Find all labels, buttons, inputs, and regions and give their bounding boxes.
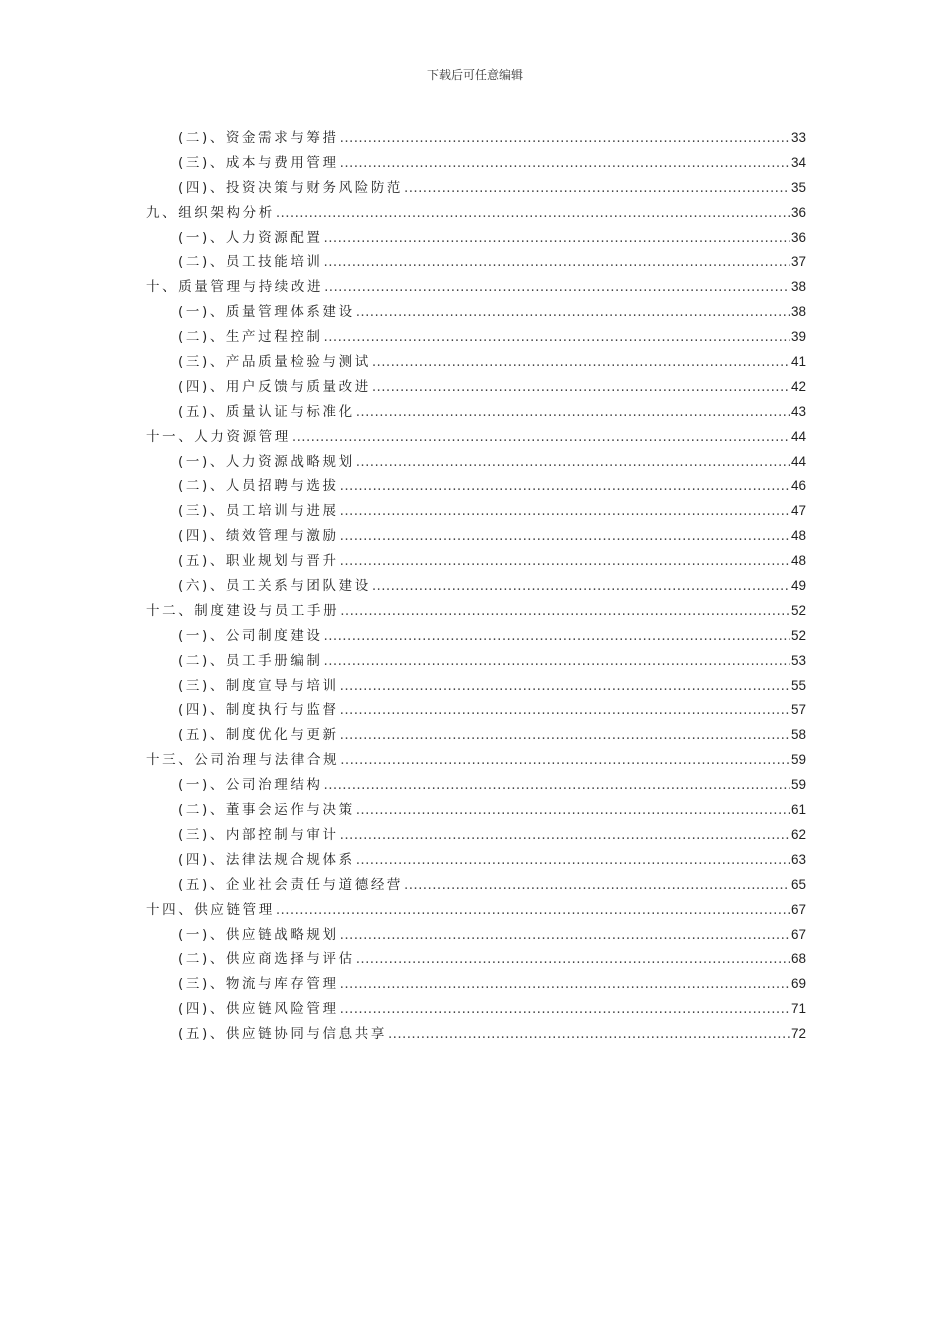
toc-entry-title: (五)、质量认证与标准化	[178, 403, 355, 420]
toc-entry-title: (二)、人员招聘与选拔	[178, 478, 339, 495]
toc-entry-page-number: 46	[790, 478, 806, 494]
toc-entry-page-number: 67	[790, 926, 806, 942]
toc-entry-title: (二)、董事会运作与决策	[178, 802, 355, 819]
toc-dot-leader	[340, 499, 790, 524]
toc-entry-page-number: 62	[790, 826, 806, 842]
toc-entry-title: 十三、公司治理与法律合规	[146, 752, 340, 769]
toc-entry-page-number: 68	[790, 951, 806, 967]
toc-dot-leader	[324, 275, 790, 300]
toc-entry-page-number: 63	[790, 851, 806, 867]
toc-entry-page-number: 59	[790, 777, 806, 793]
toc-entry-title: (五)、供应链协同与信息共享	[178, 1026, 387, 1043]
toc-dot-leader	[324, 773, 790, 798]
toc-entry-page-number: 43	[790, 403, 806, 419]
toc-entry[interactable]	[146, 723, 806, 748]
toc-entry-page-number: 59	[790, 752, 806, 768]
toc-dot-leader	[292, 425, 790, 450]
toc-entry-title: (一)、质量管理体系建设	[178, 304, 355, 321]
toc-entry-title: (三)、员工培训与进展	[178, 503, 339, 520]
toc-entry-page-number: 55	[790, 677, 806, 693]
toc-dot-leader	[404, 873, 790, 898]
toc-entry-title: 十二、制度建设与员工手册	[146, 602, 340, 619]
toc-entry[interactable]	[146, 873, 806, 898]
toc-entry-title: 十、质量管理与持续改进	[146, 279, 324, 296]
toc-entry[interactable]	[146, 574, 806, 599]
toc-dot-leader	[340, 549, 790, 574]
toc-entry-title: (三)、物流与库存管理	[178, 976, 339, 993]
toc-entry-page-number: 57	[790, 702, 806, 718]
toc-entry-page-number: 65	[790, 876, 806, 892]
toc-entry[interactable]	[146, 126, 806, 151]
toc-entry[interactable]	[146, 972, 806, 997]
toc-entry-page-number: 38	[790, 304, 806, 320]
toc-entry[interactable]	[146, 674, 806, 699]
toc-entry-title: (五)、制度优化与更新	[178, 727, 339, 744]
toc-dot-leader	[372, 375, 790, 400]
toc-entry-title: (一)、供应链战略规划	[178, 926, 339, 943]
toc-entry[interactable]	[146, 425, 806, 450]
toc-entry[interactable]	[146, 450, 806, 475]
toc-dot-leader	[356, 300, 790, 325]
toc-dot-leader	[356, 400, 790, 425]
toc-entry-title: (二)、资金需求与筹措	[178, 130, 339, 146]
toc-entry-page-number: 48	[790, 553, 806, 569]
toc-dot-leader	[324, 624, 790, 649]
toc-entry-title: (一)、人力资源配置	[178, 229, 323, 246]
toc-entry[interactable]	[146, 748, 806, 773]
toc-entry[interactable]	[146, 997, 806, 1022]
toc-entry-page-number: 72	[790, 1026, 806, 1042]
toc-entry[interactable]	[146, 923, 806, 948]
toc-entry-title: (四)、供应链风险管理	[178, 1001, 339, 1018]
toc-entry[interactable]	[146, 151, 806, 176]
toc-entry[interactable]	[146, 325, 806, 350]
toc-entry[interactable]	[146, 400, 806, 425]
toc-entry-page-number: 47	[790, 503, 806, 519]
toc-entry[interactable]	[146, 226, 806, 251]
toc-entry-page-number: 61	[790, 802, 806, 818]
toc-dot-leader	[276, 201, 790, 226]
toc-dot-leader	[388, 1022, 790, 1047]
toc-entry[interactable]	[146, 549, 806, 574]
toc-entry-page-number: 39	[790, 329, 806, 345]
toc-entry[interactable]	[146, 201, 806, 226]
toc-entry-title: (一)、公司制度建设	[178, 627, 323, 644]
toc-dot-leader	[324, 250, 790, 275]
toc-entry-title: (三)、产品质量检验与测试	[178, 354, 371, 371]
toc-entry[interactable]	[146, 823, 806, 848]
toc-dot-leader	[356, 848, 790, 873]
toc-entry-title: (四)、制度执行与监督	[178, 702, 339, 719]
toc-entry-title: (四)、投资决策与财务风险防范	[178, 179, 404, 196]
toc-entry-title: (四)、绩效管理与激励	[178, 528, 339, 545]
toc-entry[interactable]	[146, 250, 806, 275]
toc-entry-title: (三)、内部控制与审计	[178, 826, 339, 843]
toc-dot-leader	[356, 798, 790, 823]
toc-entry-page-number: 33	[790, 130, 806, 145]
toc-entry-page-number: 48	[790, 528, 806, 544]
toc-entry[interactable]	[146, 947, 806, 972]
toc-entry-page-number: 38	[790, 279, 806, 295]
toc-entry-title: (一)、人力资源战略规划	[178, 453, 355, 470]
toc-entry[interactable]	[146, 375, 806, 400]
toc-entry-title: (四)、用户反馈与质量改进	[178, 378, 371, 395]
toc-dot-leader	[356, 947, 790, 972]
toc-entry-title: (五)、企业社会责任与道德经营	[178, 876, 404, 893]
toc-dot-leader	[340, 997, 790, 1022]
toc-entry-page-number: 44	[790, 453, 806, 469]
toc-dot-leader	[340, 698, 790, 723]
toc-entry-title: (三)、制度宣导与培训	[178, 677, 339, 694]
toc-entry-page-number: 52	[790, 627, 806, 643]
toc-dot-leader	[372, 350, 790, 375]
toc-entry[interactable]	[146, 176, 806, 201]
toc-entry-title: (六)、员工关系与团队建设	[178, 578, 371, 595]
toc-entry-page-number: 35	[790, 179, 806, 195]
toc-dot-leader	[340, 823, 790, 848]
toc-dot-leader	[340, 748, 790, 773]
toc-entry[interactable]	[146, 773, 806, 798]
toc-dot-leader	[340, 474, 790, 499]
toc-dot-leader	[340, 599, 790, 624]
toc-dot-leader	[340, 923, 790, 948]
toc-entry-page-number: 36	[790, 204, 806, 220]
toc-dot-leader	[404, 176, 790, 201]
toc-dot-leader	[324, 325, 790, 350]
toc-entry-title: (二)、员工技能培训	[178, 254, 323, 271]
toc-entry[interactable]	[146, 599, 806, 624]
toc-dot-leader	[340, 151, 790, 176]
toc-dot-leader	[340, 972, 790, 997]
toc-entry[interactable]	[146, 300, 806, 325]
toc-dot-leader	[340, 674, 790, 699]
toc-entry[interactable]	[146, 524, 806, 549]
toc-entry-page-number: 34	[790, 154, 806, 170]
table-of-contents	[146, 126, 806, 1047]
toc-entry-title: (一)、公司治理结构	[178, 777, 323, 794]
toc-entry-page-number: 71	[790, 1001, 806, 1017]
toc-entry[interactable]	[146, 350, 806, 375]
toc-entry[interactable]	[146, 649, 806, 674]
toc-entry-title: (二)、生产过程控制	[178, 329, 323, 346]
toc-entry-title: (二)、员工手册编制	[178, 652, 323, 669]
toc-entry-page-number: 41	[790, 354, 806, 370]
toc-dot-leader	[340, 126, 790, 151]
toc-entry-title: 九、组织架构分析	[146, 204, 275, 221]
toc-dot-leader	[340, 723, 790, 748]
toc-dot-leader	[372, 574, 790, 599]
toc-entry-title: 十四、供应链管理	[146, 901, 275, 918]
toc-entry[interactable]	[146, 474, 806, 499]
toc-entry[interactable]	[146, 624, 806, 649]
toc-entry[interactable]	[146, 798, 806, 823]
toc-entry-page-number: 69	[790, 976, 806, 992]
toc-entry[interactable]	[146, 848, 806, 873]
toc-dot-leader	[324, 226, 790, 251]
toc-dot-leader	[356, 450, 790, 475]
toc-entry[interactable]	[146, 698, 806, 723]
toc-entry-page-number: 36	[790, 229, 806, 245]
toc-entry[interactable]	[146, 499, 806, 524]
toc-entry-title: (五)、职业规划与晋升	[178, 553, 339, 570]
toc-entry-title: (三)、成本与费用管理	[178, 154, 339, 171]
toc-entry-title: (四)、法律法规合规体系	[178, 851, 355, 868]
toc-dot-leader	[324, 649, 790, 674]
toc-entry-page-number: 44	[790, 428, 806, 444]
toc-entry-page-number: 53	[790, 652, 806, 668]
page-header: 下载后可任意编辑	[426, 68, 523, 82]
toc-entry-page-number: 42	[790, 378, 806, 394]
toc-entry-page-number: 37	[790, 254, 806, 270]
toc-entry-page-number: 67	[790, 901, 806, 917]
toc-entry[interactable]	[146, 898, 806, 923]
toc-entry-page-number: 52	[790, 602, 806, 618]
toc-entry-title: (二)、供应商选择与评估	[178, 951, 355, 968]
toc-dot-leader	[276, 898, 790, 923]
toc-entry-page-number: 49	[790, 578, 806, 594]
toc-entry[interactable]	[146, 275, 806, 300]
toc-dot-leader	[340, 524, 790, 549]
toc-entry-page-number: 58	[790, 727, 806, 743]
toc-entry[interactable]	[146, 1022, 806, 1047]
toc-entry-title: 十一、人力资源管理	[146, 428, 291, 445]
